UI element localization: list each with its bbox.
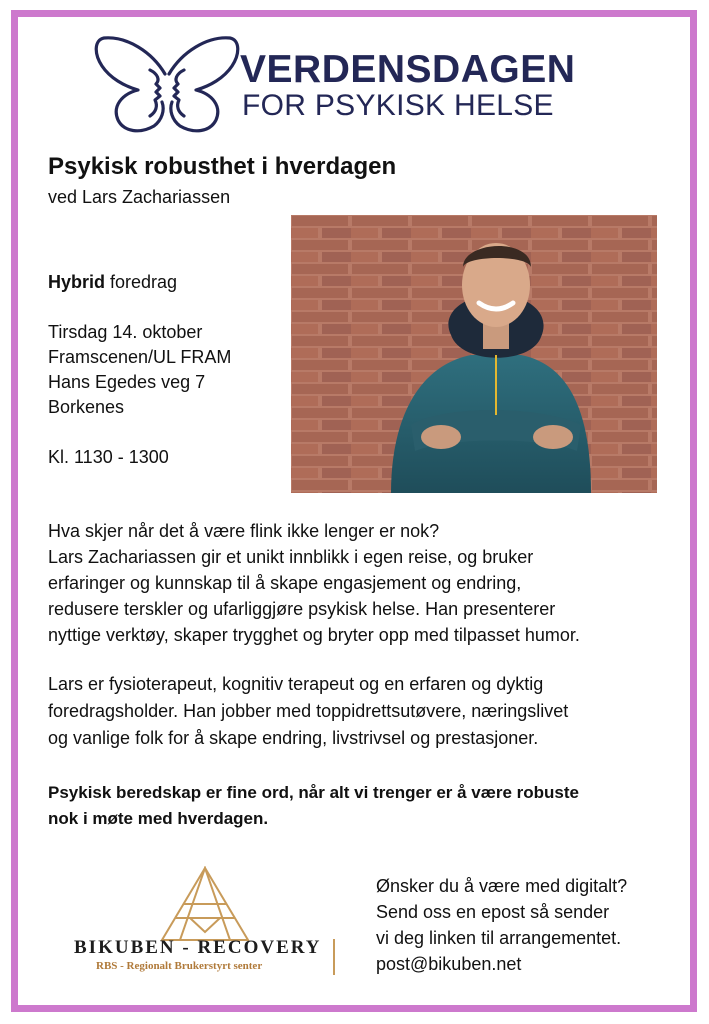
event-title: Psykisk robusthet i hverdagen: [48, 153, 397, 180]
description-paragraph-1: [48, 518, 678, 648]
paragraph-line: nok i møte med hverdagen.: [48, 809, 269, 828]
paragraph-line: Lars er fysioterapeut, kognitiv terapeut og en erfaren og dyktig: [48, 674, 544, 694]
event-city: Borkenes: [48, 397, 125, 417]
brand-title: VERDENSDAGEN: [240, 48, 576, 91]
event-speaker: ved Lars Zachariassen: [48, 187, 231, 207]
digital-info: [376, 873, 627, 977]
digital-line: vi deg linken til arrangementet.: [376, 928, 622, 948]
triangle-pyramid-icon: [150, 866, 260, 944]
org-subtitle: RBS - Regionalt Brukerstyrt senter: [96, 960, 263, 972]
event-format-bold: Hybrid: [48, 272, 106, 292]
paragraph-line: foredragsholder. Han jobber med toppidrettsutøvere, næringslivet: [48, 701, 569, 721]
paragraph-line: Hva skjer når det å være flink ikke lenger er nok?: [48, 521, 440, 541]
brand-subtitle: FOR PSYKISK HELSE: [242, 89, 554, 122]
paragraph-line: redusere terskler og ufarliggjøre psykisk helse. Han presenterer: [48, 599, 556, 619]
contact-email[interactable]: post@bikuben.net: [376, 954, 522, 974]
description-paragraph-2: [48, 671, 678, 752]
event-format: [48, 270, 231, 295]
digital-line: Ønsker du å være med digitalt?: [376, 876, 628, 896]
event-address: Hans Egedes veg 7: [48, 372, 206, 392]
paragraph-line: Lars Zachariassen gir et unikt innblikk i egen reise, og bruker: [48, 547, 534, 567]
event-time: Kl. 1130 - 1300: [48, 447, 169, 467]
event-date: Tirsdag 14. oktober: [48, 322, 203, 342]
event-venue: Framscenen/UL FRAM: [48, 347, 232, 367]
speaker-photo: [291, 215, 657, 493]
paragraph-line: Psykisk beredskap er fine ord, når alt vi trenger er å være robuste: [48, 783, 580, 802]
org-name: BIKUBEN - RECOVERY: [74, 937, 322, 958]
event-format-rest: foredrag: [105, 272, 178, 292]
digital-line: Send oss en epost så sender: [376, 902, 610, 922]
paragraph-line: nyttige verktøy, skaper trygghet og bryter opp med tilpasset humor.: [48, 625, 580, 645]
paragraph-line: erfaringer og kunnskap til å skape engasjement og endring,: [48, 573, 522, 593]
butterfly-faces-icon: [92, 30, 242, 138]
divider: [333, 939, 335, 975]
event-details: [48, 270, 231, 470]
paragraph-line: og vanlige folk for å skape endring, livstrivsel og prestasjoner.: [48, 728, 539, 748]
description-paragraph-3: [48, 780, 668, 832]
